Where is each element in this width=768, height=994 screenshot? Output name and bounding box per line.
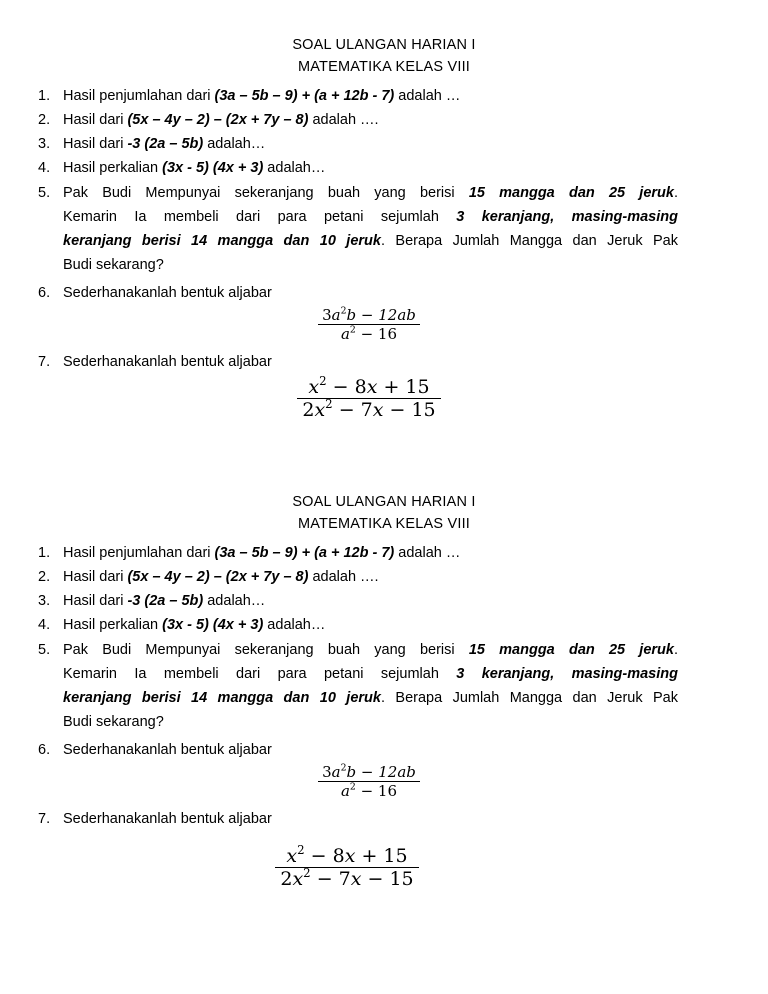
expression: (5x – 4y – 2) – (2x + 7y – 8) — [127, 569, 309, 585]
question-number: 5. — [38, 642, 51, 658]
exam-subtitle: MATEMATIKA KELAS VIII — [297, 516, 471, 532]
exam-subtitle: MATEMATIKA KELAS VIII — [297, 59, 471, 75]
fraction-denominator: $a^2 - 16$ — [340, 781, 398, 800]
fraction-denominator: $2x^2 - 7x - 15$ — [280, 865, 414, 890]
expression: (3a – 5b – 9) + (a + 12b - 7) — [214, 88, 395, 104]
question-number: 3. — [38, 593, 51, 609]
question-number: 4. — [38, 160, 51, 176]
question-number: 2. — [38, 112, 51, 128]
question-number: 6. — [38, 742, 51, 758]
question-number: 1. — [38, 88, 51, 104]
question-number: 7. — [38, 354, 51, 370]
question-number: 2. — [38, 569, 51, 585]
fraction-q7 — [297, 373, 441, 421]
question-number: 5. — [38, 185, 51, 201]
fraction-denominator: $a^2 - 16$ — [340, 324, 398, 343]
question-number: 1. — [38, 545, 51, 561]
question-number: 4. — [38, 617, 51, 633]
exam-title: SOAL ULANGAN HARIAN I — [292, 37, 476, 53]
fraction-numerator: $x^2 - 8x + 15$ — [286, 842, 408, 867]
document-page: SOAL ULANGAN HARIAN I MATEMATIKA KELAS VIII 1. Hasil penjumlahan dari (3a – 5b – 9) + (a + 12b - 7) adalah … 2. Hasil dari (5x – 4y – 2) – (2x + 7y – 8) adalah …. 3. Hasil dari -3 (2a – 5b) adalah… 4. Hasil perkalian (3x - 5) (4x + 3) adalah… 5. Pak Budi Mempunyai sekeranjang buah yang berisi 15 mangga dan 25 jeruk. Kemarin Ia membeli dari para petani sejumlah 3 keranjang, masing-masing keranjang berisi 14 mangga dan 10 jeruk. Berapa Jumlah Mangga dan Jeruk Pak Budi sekarang? 6. Sederhanakanlah bentuk aljabar $3a^2b - 12ab$ $a^2 - 16$ 7. Sederhanakanlah bentuk aljabar $x^2 - 8x + 15$ $2x^2 - 7x - 15$ SOAL ULANGAN HARIAN I MATEMATIKA KELAS VIII 1. Hasil penjumlahan dari (3a – 5b – 9) + (a + 12b - 7) adalah … 2. Hasil dari (5x – 4y – 2) – (2x + 7y – 8) adalah …. 3. Hasil dari -3 (2a – 5b) adalah… 4. Hasil perkalian (3x - 5) (4x + 3) adalah… 5. Pak Budi Mempunyai sekeranjang buah yang berisi 15 mangga dan 25 jeruk. Kemarin Ia membeli dari para petani sejumlah 3 keranjang, masing-masing keranjang berisi 14 mangga dan 10 jeruk. Berapa Jumlah Mangga dan Jeruk Pak Budi sekarang? 6. Sederhanakanlah bentuk aljabar $3a^2b - 12ab$ $a^2 - 16$ 7. Sederhanakanlah bentuk aljabar $x^2 - 8x + 15$ $2x^2 - 7x - 15$ — [0, 0, 768, 994]
expression: (3a – 5b – 9) + (a + 12b - 7) — [214, 545, 395, 561]
fraction-q6 — [318, 763, 420, 800]
question-number: 7. — [38, 811, 51, 827]
fraction-q6 — [318, 306, 420, 343]
fraction-numerator: $3a^2b - 12ab$ — [322, 762, 416, 781]
fraction-q7 — [275, 842, 419, 890]
expression: (3x - 5) (4x + 3) — [162, 160, 264, 176]
fraction-denominator: $2x^2 - 7x - 15$ — [302, 396, 436, 421]
expression: -3 (2a – 5b) — [127, 593, 204, 609]
fraction-numerator: $x^2 - 8x + 15$ — [308, 373, 430, 398]
exam-title: SOAL ULANGAN HARIAN I — [292, 494, 476, 510]
expression: -3 (2a – 5b) — [127, 136, 204, 152]
question-number: 6. — [38, 285, 51, 301]
fraction-numerator: $3a^2b - 12ab$ — [322, 305, 416, 324]
expression: (5x – 4y – 2) – (2x + 7y – 8) — [127, 112, 309, 128]
question-number: 3. — [38, 136, 51, 152]
expression: (3x - 5) (4x + 3) — [162, 617, 264, 633]
